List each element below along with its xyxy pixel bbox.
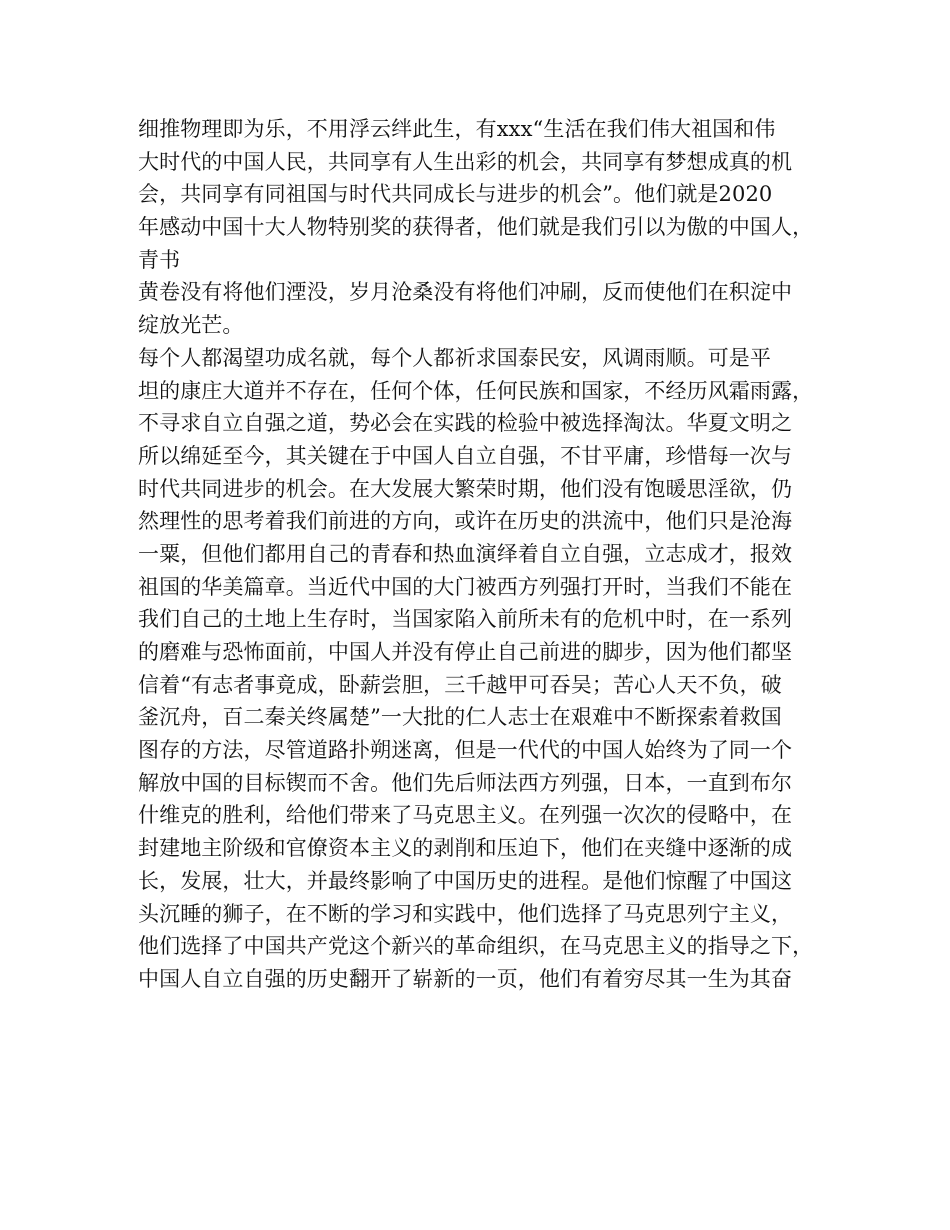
text-line: 黄卷没有将他们湮没，岁月沧桑没有将他们冲刷，反而使他们在积淀中: [138, 280, 793, 305]
text-line: 然理性的思考着我们前进的方向，或许在历史的洪流中，他们只是沧海: [138, 509, 793, 534]
text-line: 一粟，但他们都用自己的青春和热血演绎着自立自强，立志成才，报效: [138, 541, 793, 566]
text-line: 信着“有志者事竟成，卧薪尝胆，三千越甲可吞吴；苦心人天不负，破: [138, 672, 782, 697]
text-line: 封建地主阶级和官僚资本主义的剥削和压迫下，他们在夹缝中逐渐的成: [138, 836, 793, 861]
text-line: 解放中国的目标锲而不舍。他们先后师法西方列强，日本，一直到布尔: [138, 770, 793, 795]
text-line: 会，共同享有同祖国与时代共同成长与进步的机会”。他们就是2020: [138, 182, 773, 207]
text-line: 祖国的华美篇章。当近代中国的大门被西方列强打开时，当我们不能在: [138, 574, 793, 599]
text-line: 细推物理即为乐，不用浮云绊此生，有xxx“生活在我们伟大祖国和伟: [138, 117, 776, 141]
text-line: 绽放光芒。: [138, 313, 244, 338]
text-line: 年感动中国十大人物特别奖的获得者，他们就是我们引以为傲的中国人，: [138, 215, 814, 240]
text-line: 所以绵延至今，其关键在于中国人自立自强，不甘平庸，珍惜每一次与: [138, 443, 793, 468]
text-line: 的磨难与恐怖面前，中国人并没有停止自己前进的脚步，因为他们都坚: [138, 640, 793, 664]
text-line: 不寻求自立自强之道，势必会在实践的检验中被选择淘汰。华夏文明之: [138, 411, 793, 436]
text-line: 每个人都渴望功成名就，每个人都祈求国泰民安，风调雨顺。可是平: [138, 345, 771, 370]
text-line: 图存的方法，尽管道路扑朔迷离，但是一代代的中国人始终为了同一个: [138, 738, 793, 763]
text-line: 长，发展，壮大，并最终影响了中国历史的进程。是他们惊醒了中国这: [138, 868, 793, 893]
text-line: 头沉睡的狮子，在不断的学习和实践中，他们选择了马克思列宁主义，: [138, 901, 793, 926]
text-line: 青书: [138, 247, 181, 272]
text-line: 什维克的胜利，给他们带来了马克思主义。在列强一次次的侵略中，在: [138, 803, 793, 828]
text-line: 中国人自立自强的历史翻开了崭新的一页，他们有着穷尽其一生为其奋: [138, 966, 793, 991]
body-text: [138, 113, 828, 996]
text-line: 釜沉舟，百二秦关终属楚”一大批的仁人志士在艰难中不断探索着救国: [138, 705, 782, 730]
text-line: 时代共同进步的机会。在大发展大繁荣时期，他们没有饱暖思淫欲，仍: [138, 476, 793, 501]
text-line: 大时代的中国人民，共同享有人生出彩的机会，共同享有梦想成真的机: [138, 149, 793, 174]
text-line: 坦的康庄大道并不存在，任何个体，任何民族和国家，不经历风霜雨露，: [138, 378, 814, 403]
text-line: 我们自己的土地上生存时，当国家陷入前所未有的危机中时，在一系列: [138, 607, 793, 632]
text-line: 他们选择了中国共产党这个新兴的革命组织，在马克思主义的指导之下，: [138, 934, 814, 959]
